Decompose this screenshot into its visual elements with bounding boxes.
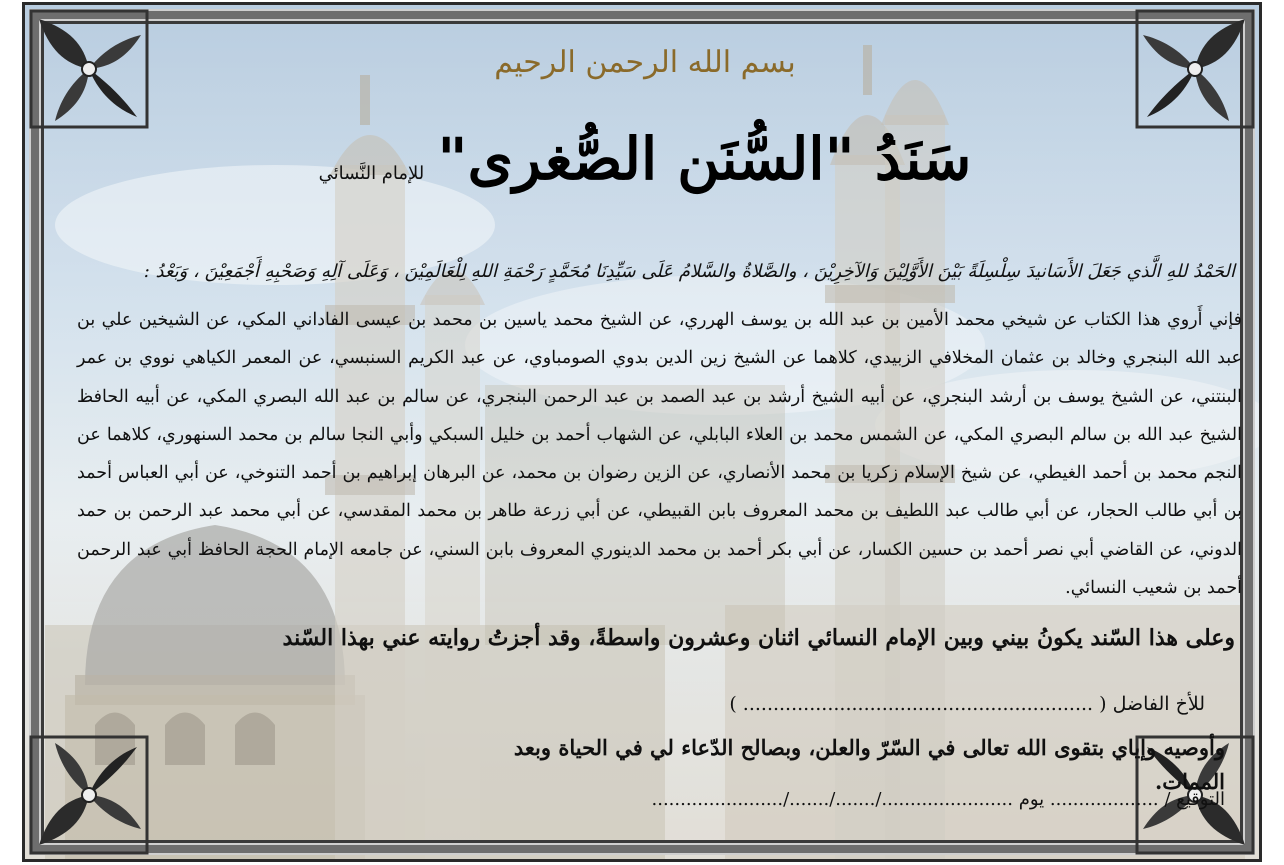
page-title [275, 125, 1015, 193]
intro-paragraph: الحَمْدُ للهِ الَّذي جَعَلَ الأَسَانيدَ سِلْسِلَةً بَيْنَ الأَوَّلِيْنَ وَالآخِرِيْنَ ، والصَّلاةُ والسَّلامُ عَلَى سَيِّدِنَا مُحَمَّدٍ رَحْمَةِ اللهِ لِلْعَالَمِيْنَ ، وَعَلَى آلِهِ وَصَحْبِهِ أَجْمَعِيْنَ ، وَبَعْدُ : [143, 261, 1235, 282]
recipient-close: ) [729, 693, 737, 715]
fleur-corner-icon [29, 735, 149, 855]
recipient-label: للأخ الفاضل ( [1099, 693, 1205, 715]
fleur-corner-icon [29, 9, 149, 129]
signature-blank: ................... [1049, 789, 1159, 810]
signature-line [585, 785, 1225, 815]
advice-statement: وأوصيه وإياي بتقوى الله تعالى في السّرّ والعلن، وبصالح الدّعاء لي في الحياة وبعد الممات. [513, 735, 1225, 794]
date-blank: ......................./......./......./....................... [651, 789, 1013, 810]
title-subtitle: للإمام النَّسائي [318, 163, 425, 184]
basmala: بسم الله الرحمن الرحيم [494, 45, 796, 80]
title-main: سَنَدُ "السُّنَن الصُّغرى" [437, 125, 972, 193]
day-label: يوم [1018, 789, 1045, 810]
recipient-blank: .......................................................... [742, 693, 1094, 715]
chain-count-statement: وعلى هذا السّند يكونُ بيني وبين الإمام النسائي اثنان وعشرون واسطةً، وقد أجزتُ روايته عني بهذا السّند [282, 625, 1235, 651]
recipient-line [405, 689, 1205, 719]
certificate [22, 2, 1262, 862]
signature-label: التوقيع / [1164, 789, 1225, 810]
isnad-chain-paragraph: فإني أَروي هذا الكتاب عن شيخي محمد الأمين بن عبد الله بن يوسف الهرري، عن الشيخ محمد ياسين بن محمد بن عيسى الفاداني المكي، عن الشيخين علي بن عبد الله البنجري وخالد بن عثمان المخلافي الزبيدي، كلاهما عن الشيخ زين الدين بدوي الصومباوي، عن عبد الكريم السنبسي، عن المعمر الكياهي نووي بن عمر البنتني، عن الشيخ يوسف بن أرشد البنجري، عن أبيه الشيخ أرشد بن عبد الصمد بن عبد الرحمن البنجري، عن سالم بن عبد الله البصري المكي، عن أبيه الحافظ الشيخ عبد الله بن سالم البصري المكي، عن الشمس محمد بن العلاء البابلي، عن الشهاب أحمد بن خليل السبكي وأبي النجا سالم بن محمد السنهوري، كلاهما عن النجم محمد بن أحمد الغيطي، عن شيخ الإسلام زكريا بن محمد الأنصاري، عن الزين رضوان بن محمد، عن البرهان إبراهيم بن أحمد التنوخي، عن أبي العباس أحمد بن أبي طالب الحجار، عن أبي طالب عبد اللطيف بن محمد المعروف بابن القبيطي، عن أبي زرعة طاهر بن محمد المقدسي، عن أبي محمد عبد الرحمن بن حمد الدوني، عن القاضي أبي نصر أحمد بن حسين الكسار، عن أبي بكر أحمد بن محمد الدينوري المعروف بابن السني، عن جامعه الإمام الحجة الحافظ أبي عبد الرحمن أحمد بن شعيب النسائي. [77, 310, 1242, 599]
fleur-corner-icon [1135, 9, 1255, 129]
